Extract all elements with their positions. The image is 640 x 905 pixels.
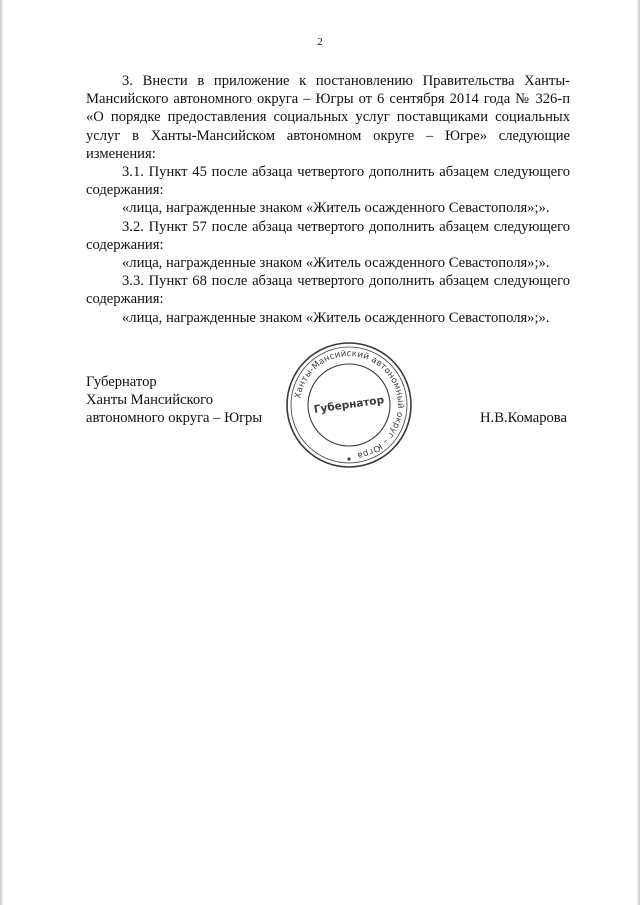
- paragraph-item-3-3: 3.3. Пункт 68 после абзаца четвертого дополнить абзацем следующего содержания:: [86, 273, 570, 308]
- seal-bottom-dot: [347, 457, 350, 460]
- paragraph-item-3-2-quote: «лица, награжденные знаком «Житель осажденного Севастополя»;».: [122, 255, 550, 272]
- paragraph-amendment-intro: 3. Внести в приложение к постановлению Правительства Ханты-Мансийского автономного округа – Югры от 6 сентября 2014 года № 326-п «О порядке предоставления социальных услуг поставщиками социальных услуг в Ханты-Мансийском автономном округе – Югре» следующие изменения:: [86, 73, 570, 162]
- document-body: [86, 72, 570, 327]
- signatory-title-line-3: автономного округа – Югры: [86, 410, 263, 427]
- signatory-title-line-2: Ханты Мансийского: [86, 392, 214, 409]
- signer-name: Н.В.Комарова: [480, 410, 567, 426]
- scan-edge-left: [0, 0, 3, 905]
- official-seal-stamp: [284, 340, 414, 470]
- seal-center-text: Губернатор: [313, 394, 385, 416]
- signatory-title-line-1: Губернатор: [86, 374, 157, 390]
- page-number: 2: [317, 36, 323, 48]
- paragraph-item-3-1-quote: «лица, награжденные знаком «Житель осажденного Севастополя»;».: [122, 200, 550, 217]
- signatory-title: [86, 373, 262, 428]
- seal-ring-text: Ханты-Мансийский автономный округ – Югра: [293, 348, 406, 461]
- paragraph-item-3-3-quote: «лица, награжденные знаком «Житель осажденного Севастополя»;».: [122, 309, 550, 326]
- paragraph-item-3-1: 3.1. Пункт 45 после абзаца четвертого дополнить абзацем следующего содержания:: [86, 164, 570, 199]
- paragraph-item-3-2: 3.2. Пункт 57 после абзаца четвертого дополнить абзацем следующего содержания:: [86, 218, 570, 253]
